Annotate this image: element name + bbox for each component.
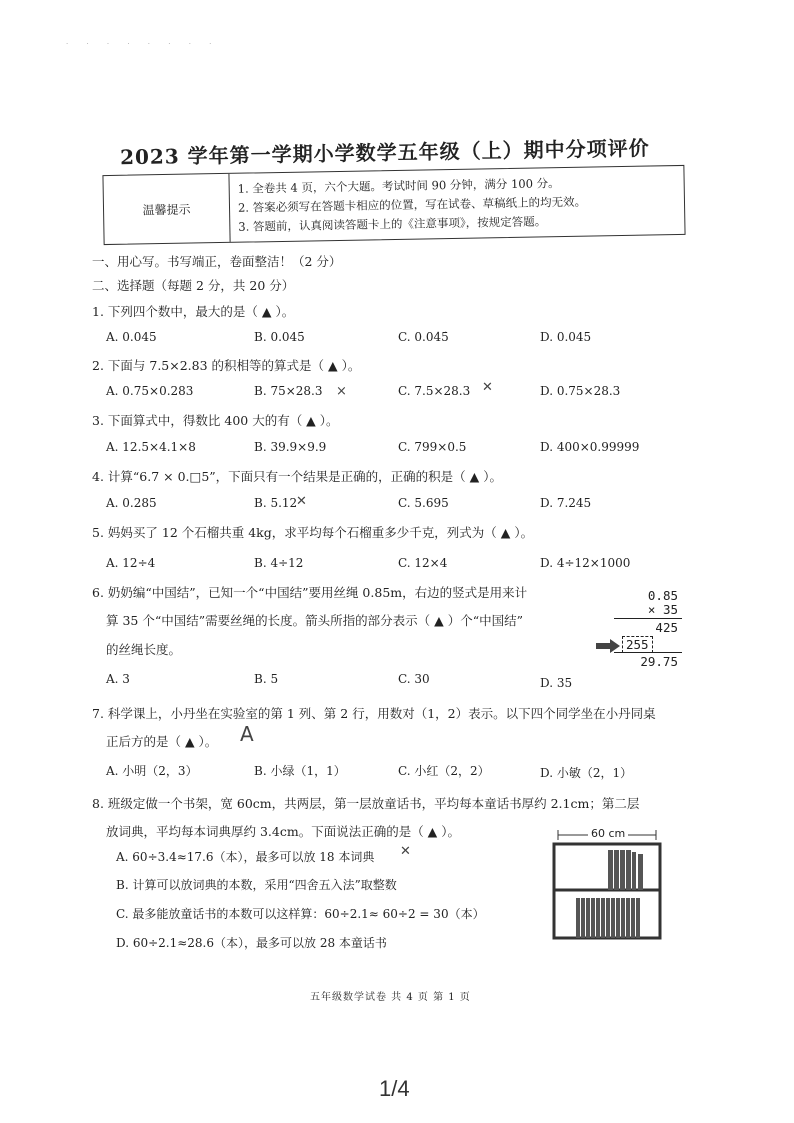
cross-mark-icon: ×	[336, 384, 347, 399]
tips-label: 温馨提示	[103, 174, 230, 244]
option-a: A. 0.285	[106, 496, 157, 510]
option-d: D. 35	[540, 676, 573, 690]
question-stem: 正后方的是（ ▲ ）。	[106, 734, 218, 749]
tips-box	[102, 165, 685, 245]
option-c: C. 7.5×28.3	[398, 384, 471, 398]
cross-mark-icon: ✕	[482, 380, 493, 395]
question-stem: 6. 奶奶编“中国结”，已知一个“中国结”要用丝绳 0.85m，右边的竖式是用来计	[92, 585, 528, 600]
question-stem: 8. 班级定做一个书架，宽 60cm，共两层，第一层放童话书，平均每本童话书厚约 2.1cm；第二层	[92, 796, 640, 811]
question-stem: 5. 妈妈买了 12 个石榴共重 4kg，求平均每个石榴重多少千克，列式为（ ▲ ）。	[92, 525, 534, 540]
option-a: A. 60÷3.4≈17.6（本），最多可以放 18 本词典	[116, 850, 375, 864]
tips-lines	[238, 174, 587, 237]
option-d: D. 400×0.99999	[540, 440, 640, 454]
option-d: D. 0.045	[540, 330, 592, 344]
calc-row: 0.85	[647, 588, 678, 603]
option-b: B. 5.12	[254, 496, 298, 510]
bookshelf-illustration	[548, 826, 666, 944]
option-b: B. 75×28.3	[254, 384, 323, 398]
calc-row: 425	[655, 620, 678, 635]
option-a: A. 小明（2，3）	[106, 764, 198, 778]
tip-line: 3. 答题前，认真阅读答题卡上的《注意事项》，按规定答题。	[238, 214, 547, 234]
option-b: B. 小绿（1，1）	[254, 764, 346, 778]
option-c: C. 0.04̇5̇	[398, 330, 449, 344]
calc-row: 29.75	[640, 654, 678, 669]
scan-noise: · · · · · · · ·	[66, 40, 220, 48]
calc-row: × 35	[647, 602, 678, 617]
option-a: A. 12÷4	[106, 556, 156, 570]
option-c: C. 小红（2，2）	[398, 764, 490, 778]
option-b: B. 计算可以放词典的本数，采用“四舍五入法”取整数	[116, 878, 397, 892]
option-d: D. 小敏（2，1）	[540, 766, 633, 780]
page-footer: 五年级数学试卷 共 4 页 第 1 页	[310, 992, 471, 1003]
calc-row-highlighted: 255	[622, 636, 653, 653]
handwritten-answer: A	[240, 722, 254, 746]
option-c: C. 最多能放童话书的本数可以这样算：60÷2.1≈ 60÷2 = 30（本）	[116, 907, 485, 921]
vertical-multiplication	[596, 588, 686, 674]
option-d: D. 60÷2.1≈28.6（本），最多可以放 28 本童话书	[116, 936, 387, 950]
tip-line: 1. 全卷共 4 页，六个大题。考试时间 90 分钟，满分 100 分。	[237, 176, 560, 196]
page-title: 2023 学年第一学期小学数学五年级（上）期中分项评价	[119, 135, 650, 170]
option-a: A. 0.75×0.283	[106, 384, 194, 398]
question-stem: 算 35 个“中国结”需要丝绳的长度。箭头所指的部分表示（ ▲ ）个“中国结”	[106, 613, 523, 628]
option-c: C. 5.695	[398, 496, 449, 510]
option-d: D. 7.245	[540, 496, 592, 510]
option-a: A. 12.5×4.1×8	[106, 440, 196, 454]
question-stem: 放词典，平均每本词典厚约 3.4cm。下面说法正确的是（ ▲ ）。	[106, 824, 461, 839]
page-indicator: 1/4	[379, 1076, 410, 1101]
option-a: A. 3	[106, 672, 130, 686]
option-d: D. 0.75×28.3	[540, 384, 621, 398]
option-c: C. 799×0.5	[398, 440, 467, 454]
question-stem: 3. 下面算式中，得数比 400 大的有（ ▲ ）。	[92, 413, 339, 428]
cross-mark-icon: ✕	[296, 494, 307, 509]
option-a: A. 0.045	[106, 330, 157, 344]
tip-line: 2. 答案必须写在答题卡相应的位置，写在试卷、草稿纸上的均无效。	[237, 194, 587, 215]
divider	[614, 652, 682, 653]
question-stem: 的丝绳长度。	[106, 642, 182, 657]
option-b: B. 0.045̇	[254, 330, 305, 344]
option-b: B. 4÷12	[254, 556, 304, 570]
divider	[614, 618, 682, 619]
option-c: C. 30	[398, 672, 430, 686]
option-b: B. 5	[254, 672, 279, 686]
section-2-heading: 二、选择题（每题 2 分，共 20 分）	[92, 278, 295, 293]
question-stem: 4. 计算“6.7 × 0.□5”，下面只有一个结果是正确的，正确的积是（ ▲ ）。	[92, 469, 502, 484]
option-c: C. 12×4	[398, 556, 448, 570]
option-b: B. 39.9×9.9	[254, 440, 327, 454]
option-d: D. 4÷12×1000	[540, 556, 631, 570]
section-1-heading: 一、用心写。书写端正，卷面整洁！（2 分）	[92, 254, 342, 269]
question-stem: 7. 科学课上，小丹坐在实验室的第 1 列、第 2 行，用数对（1，2）表示。以下四个同学坐在小丹同桌	[92, 706, 656, 721]
question-stem: 2. 下面与 7.5×2.83 的积相等的算式是（ ▲ ）。	[92, 358, 361, 373]
question-stem: 1. 下列四个数中，最大的是（ ▲ ）。	[92, 304, 295, 319]
shelf-width-label: 60 cm	[588, 827, 628, 840]
arrow-right-icon	[596, 638, 622, 654]
cross-mark-icon: ✕	[400, 844, 411, 859]
